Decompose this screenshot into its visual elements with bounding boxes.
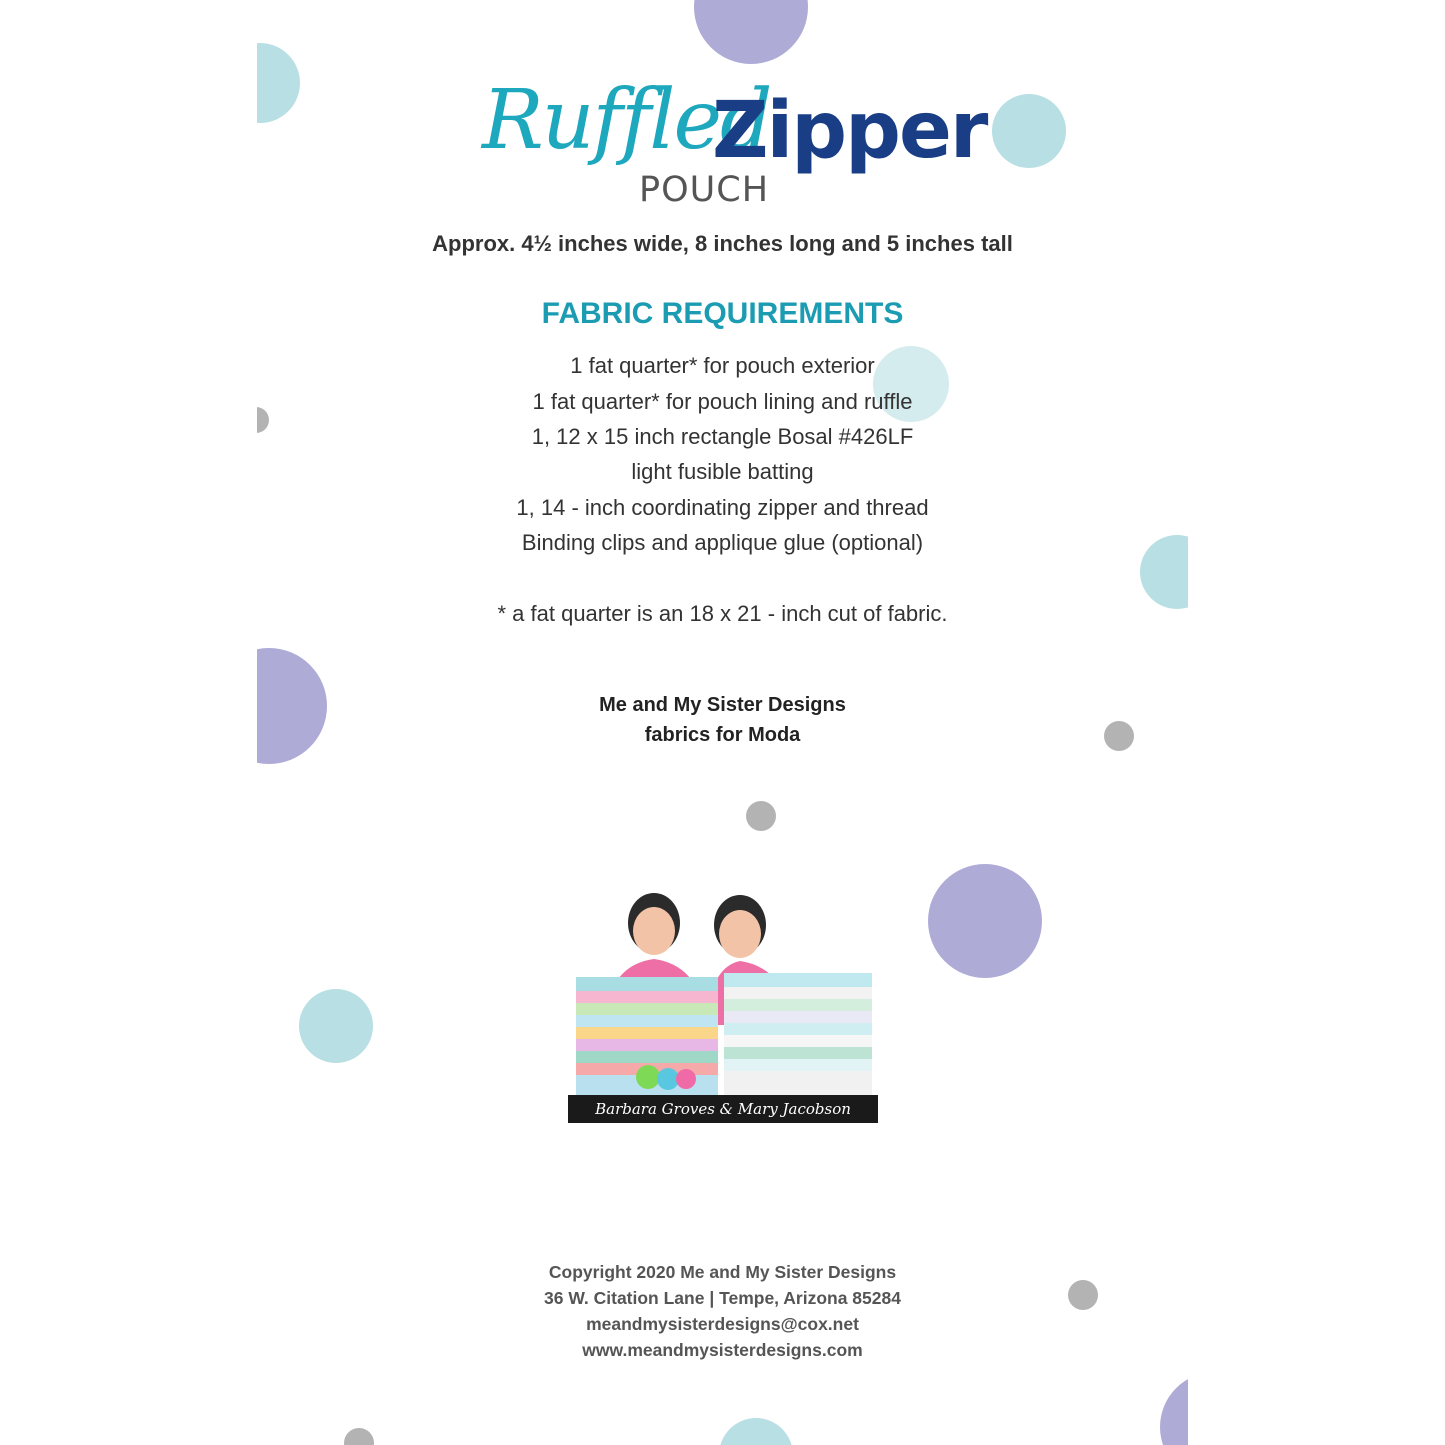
website-url: www.meandmysisterdesigns.com bbox=[582, 1340, 863, 1360]
designers-illustration bbox=[568, 855, 878, 1095]
list-item: 1 fat quarter* for pouch lining and ruffle bbox=[532, 389, 913, 414]
gray-dot bbox=[344, 1428, 374, 1445]
pattern-back-cover bbox=[257, 0, 1188, 1445]
lavender-dot bbox=[1160, 1372, 1188, 1445]
aqua-dot bbox=[992, 94, 1066, 168]
list-item: 1, 14 - inch coordinating zipper and thread bbox=[516, 495, 929, 520]
lavender-dot bbox=[694, 0, 808, 64]
designer-name: Me and My Sister Designs bbox=[599, 694, 846, 716]
fabric-requirements-heading: FABRIC REQUIREMENTS bbox=[541, 297, 904, 330]
gray-dot bbox=[746, 801, 776, 831]
copyright-line: Copyright 2020 Me and My Sister Designs bbox=[548, 1262, 897, 1282]
aqua-dot bbox=[257, 43, 300, 123]
lavender-dot bbox=[928, 864, 1042, 978]
title-ruffled: Ruffled bbox=[482, 73, 771, 168]
address-line: 36 W. Citation Lane | Tempe, Arizona 85284 bbox=[544, 1288, 901, 1308]
designers-caption: Barbara Groves & Mary Jacobson bbox=[568, 1095, 878, 1123]
designer-subtitle: fabrics for Moda bbox=[644, 724, 801, 746]
title-pouch: POUCH bbox=[639, 170, 770, 210]
aqua-dot bbox=[299, 989, 373, 1063]
aqua-dot bbox=[719, 1418, 793, 1445]
email-address: meandmysisterdesigns@cox.net bbox=[586, 1314, 859, 1334]
list-item: light fusible batting bbox=[631, 459, 814, 484]
pouch-dimensions: Approx. 4½ inches wide, 8 inches long and 5 inches tall bbox=[432, 231, 1013, 256]
list-item: 1 fat quarter* for pouch exterior bbox=[570, 353, 875, 378]
designers-photo bbox=[568, 855, 878, 1125]
list-item: Binding clips and applique glue (optional) bbox=[521, 530, 924, 555]
title-zipper: Zipper bbox=[712, 86, 987, 176]
fat-quarter-footnote: * a fat quarter is an 18 x 21 - inch cut of fabric. bbox=[497, 601, 948, 626]
list-item: 1, 12 x 15 inch rectangle Bosal #426LF bbox=[531, 424, 914, 449]
